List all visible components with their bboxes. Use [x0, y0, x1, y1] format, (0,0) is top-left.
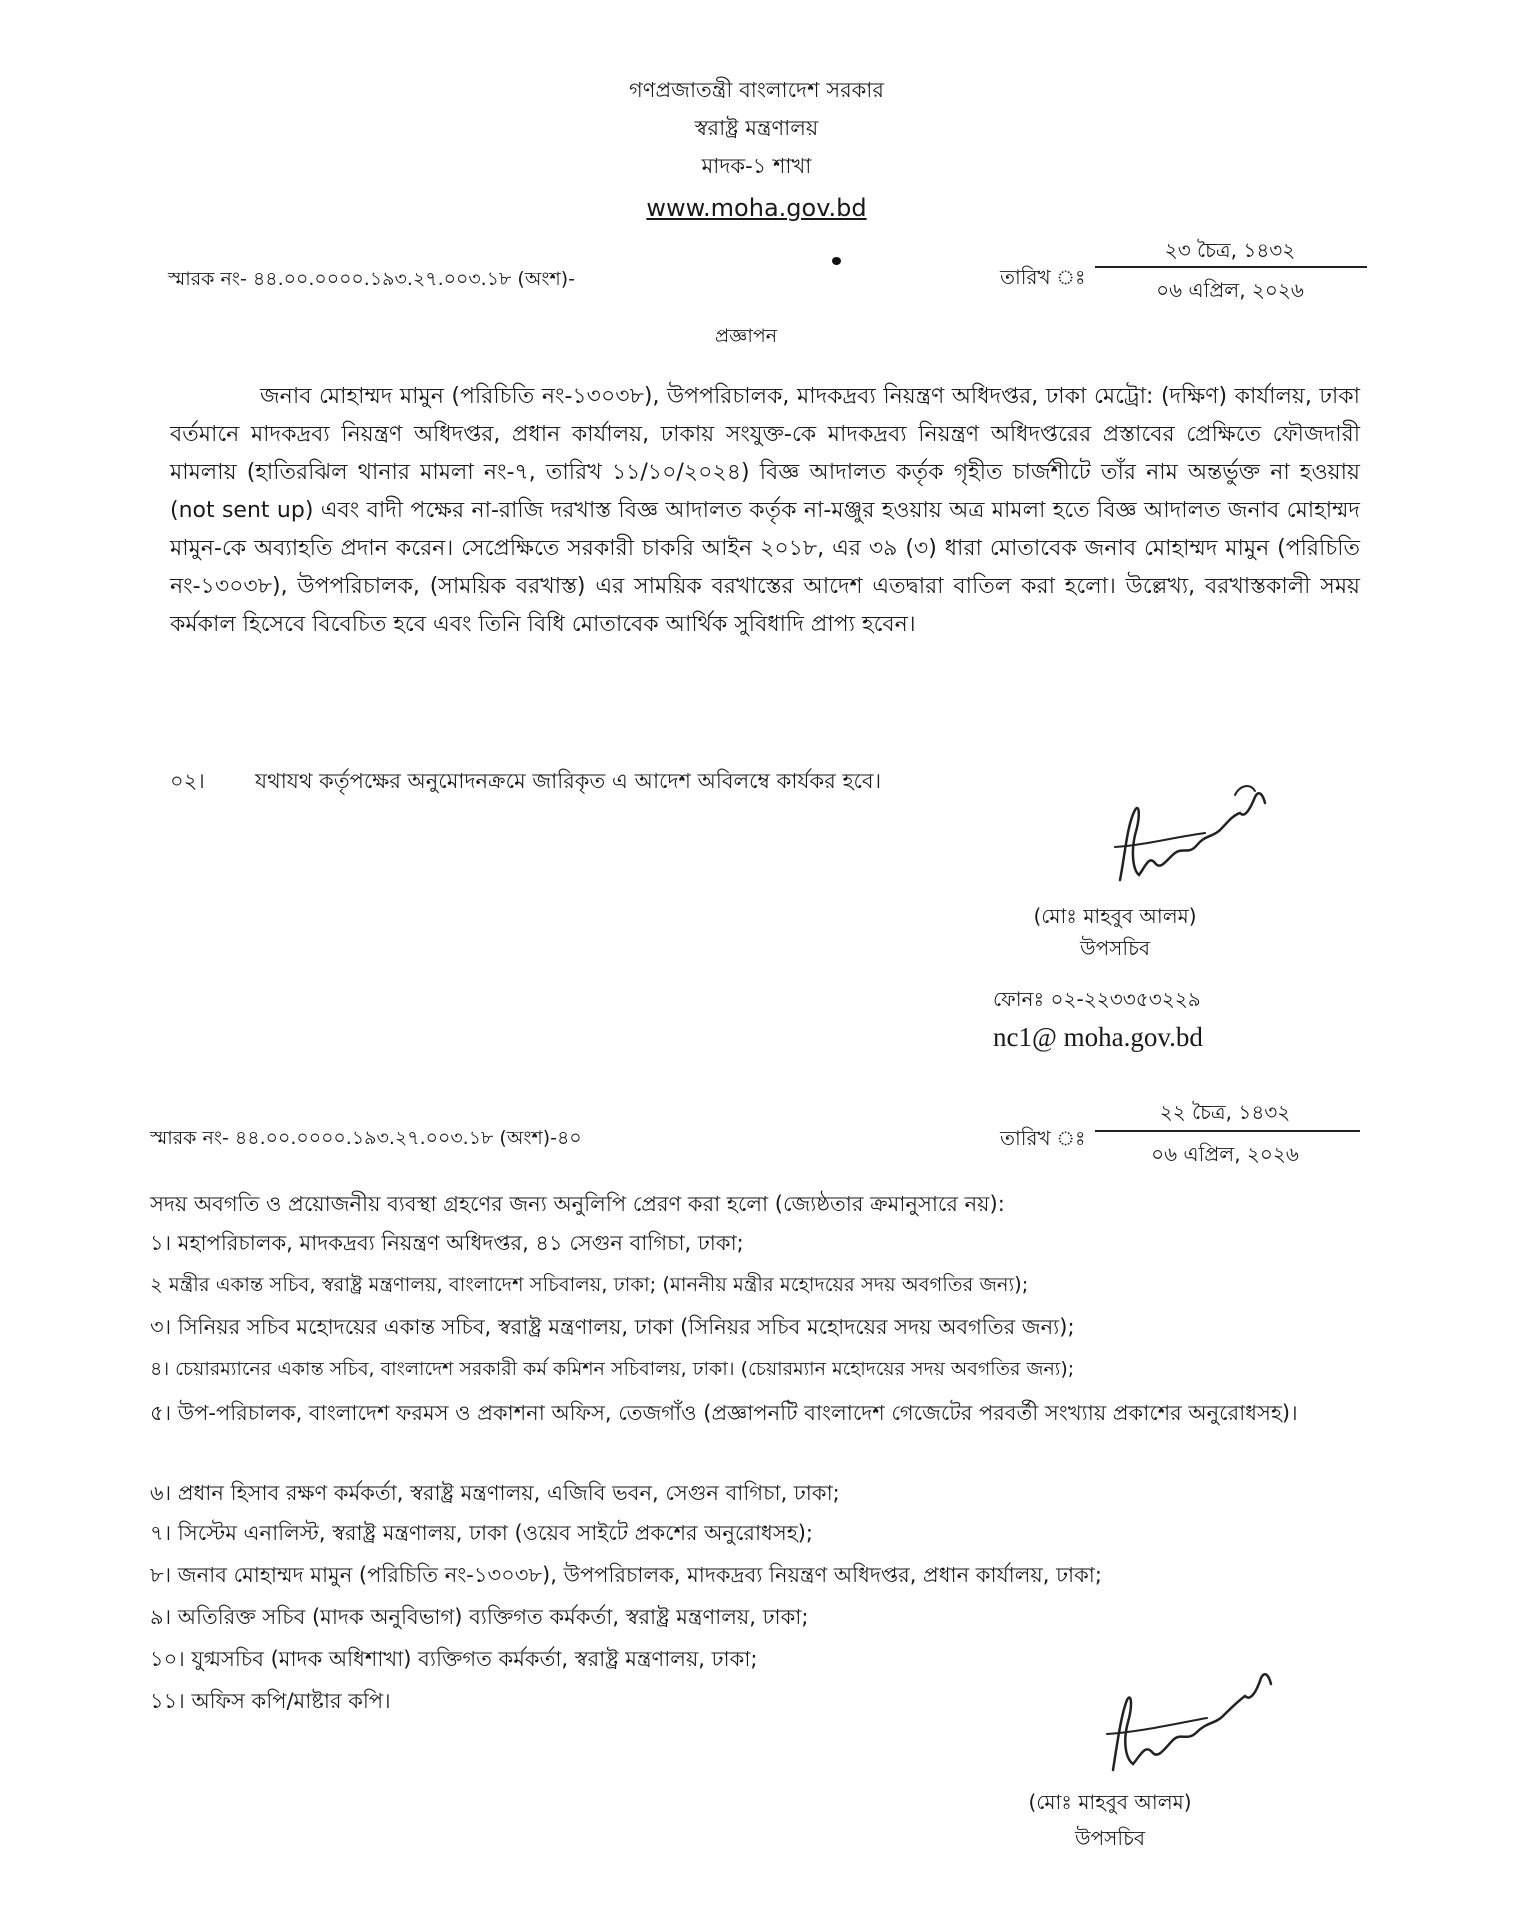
website-link[interactable]: www.moha.gov.bd	[646, 194, 867, 222]
header-section: মাদক-১ শাখা	[701, 154, 812, 178]
signatory-1-designation: উপসচিব	[1079, 936, 1150, 960]
paragraph-2-text: যথাযথ কর্তৃপক্ষের অনুমোদনক্রমে জারিকৃত এ আদেশ অবিলম্বে কার্যকর হবে।	[255, 769, 882, 793]
date-label: তারিখ ঃ	[1000, 265, 1086, 289]
signatory-1-email[interactable]: nc1@ moha.gov.bd	[993, 1022, 1203, 1052]
signature-2	[1095, 1660, 1275, 1780]
signatory-1-name: (মোঃ মাহবুব আলম)	[1033, 904, 1197, 928]
list-item: ৩। সিনিয়র সচিব মহোদয়ের একান্ত সচিব, স্বরাষ্ট্র মন্ত্রণালয়, ঢাকা (সিনিয়র সচিব মহোদয়ের সদয় অবগতির জন্য);	[150, 1315, 1075, 1339]
signatory-1-phone: ফোনঃ ০২-২২৩৩৫৩২২৯	[993, 987, 1201, 1011]
list-item: ১। মহাপরিচালক, মাদকদ্রব্য নিয়ন্ত্রণ অধিদপ্তর, ৪১ সেগুন বাগিচা, ঢাকা;	[150, 1231, 744, 1255]
list-item: ৮। জনাব মোহাম্মদ মামুন (পরিচিতি নং-১৩০৩৮), উপপরিচালক, মাদকদ্রব্য নিয়ন্ত্রণ অধিদপ্তর, প্রধান কার্যালয়, ঢাকা;	[150, 1563, 1102, 1587]
date-gregorian: ০৬ এপ্রিল, ২০২৬	[1156, 278, 1304, 302]
notification-heading: প্রজ্ঞাপন	[715, 325, 778, 347]
list-item: ৫। উপ-পরিচালক, বাংলাদেশ ফরমস ও প্রকাশনা অফিস, তেজগাঁও (প্রজ্ঞাপনটি বাংলাদেশ গেজেটের পরবর্তী সংখ্যায় প্রকাশের অনুরোধসহ)।	[150, 1401, 1298, 1425]
list-item: ৬। প্রধান হিসাব রক্ষণ কর্মকর্তা, স্বরাষ্ট্র মন্ত্রণালয়, এজিবি ভবন, সেগুন বাগিচা, ঢাকা;	[150, 1481, 840, 1505]
list-item: ৯। অতিরিক্ত সচিব (মাদক অনুবিভাগ) ব্যক্তিগত কর্মকর্তা, স্বরাষ্ট্র মন্ত্রণালয়, ঢাকা;	[150, 1605, 809, 1629]
list-item: ২ মন্ত্রীর একান্ত সচিব, স্বরাষ্ট্র মন্ত্রণালয়, বাংলাদেশ সচিবালয়, ঢাকা; (মাননীয় মন্ত্রীর মহোদয়ের সদয় অবগতির জন্য);	[150, 1273, 1029, 1296]
paragraph-number: ০২।	[170, 769, 205, 793]
date-bangla: ২৩ চৈত্র, ১৪৩২	[1164, 238, 1296, 262]
notification-body: জনাব মোহাম্মদ মামুন (পরিচিতি নং-১৩০৩৮), উপপরিচালক, মাদকদ্রব্য নিয়ন্ত্রণ অধিদপ্তর, ঢাকা মেট্রো: (দক্ষিণ) কার্যালয়, ঢাকা বর্তমানে মাদকদ্রব্য নিয়ন্ত্রণ অধিদপ্তর, প্রধান কার্যালয়, ঢাকায় সংযুক্ত-কে মাদকদ্রব্য নিয়ন্ত্রণ অধিদপ্তরের প্রস্তাবের প্রেক্ষিতে ফৌজদারী মামলায় (হাতিরঝিল থানার মামলা নং-৭, তারিখ ১১/১০/২০২৪) বিজ্ঞ আদালত কর্তৃক গৃহীত চার্জশীটে তাঁর নাম অন্তর্ভুক্ত না হওয়ায় (not sent up) এবং বাদী পক্ষের না-রাজি দরখাস্ত বিজ্ঞ আদালত কর্তৃক না-মঞ্জুর হওয়ায় অত্র মামলা হতে বিজ্ঞ আদালত জনাব মোহাম্মদ মামুন-কে অব্যাহতি প্রদান করেন। সেপ্রেক্ষিতে সরকারী চাকরি আইন ২০১৮, এর ৩৯ (৩) ধারা মোতাবেক জনাব মোহাম্মদ মামুন (পরিচিতি নং-১৩০৩৮), উপপরিচালক, (সাময়িক বরখাস্ত) এর সাময়িক বরখাস্তের আদেশ এতদ্বারা বাতিল করা হলো। উল্লেখ্য, বরখাস্তকালী সময় কর্মকাল হিসেবে বিবেচিত হবে এবং তিনি বিধি মোতাবেক আর্থিক সুবিধাদি প্রাপ্য হবেন।	[170, 384, 1360, 637]
list-item: ১০। যুগ্মসচিব (মাদক অধিশাখা) ব্যক্তিগত কর্মকর্তা, স্বরাষ্ট্র মন্ত্রণালয়, ঢাকা;	[150, 1647, 758, 1671]
date-2-gregorian: ০৬ এপ্রিল, ২০২৬	[1151, 1142, 1299, 1166]
date-2-divider	[1095, 1130, 1360, 1132]
stray-dot	[832, 257, 841, 265]
memo-2-number: স্মারক নং- ৪৪.০০.০০০০.১৯৩.২৭.০০৩.১৮ (অংশ)-৪০	[150, 1127, 582, 1149]
signatory-2-name: (মোঃ মাহবুব আলম)	[1028, 1790, 1192, 1814]
signatory-2-block	[990, 1786, 1230, 1854]
signatory-2-designation: উপসচিব	[1074, 1826, 1145, 1850]
memo-number: স্মারক নং- ৪৪.০০.০০০০.১৯৩.২৭.০০৩.১৮ (অংশ)-	[168, 268, 575, 290]
signature-1	[1105, 775, 1270, 890]
date-2-bangla: ২২ চৈত্র, ১৪৩২	[1159, 1100, 1291, 1124]
header-ministry: স্বরাষ্ট্র মন্ত্রণালয়	[694, 116, 819, 140]
list-item: ৪। চেয়ারম্যানের একান্ত সচিব, বাংলাদেশ সরকারী কর্ম কমিশন সচিবালয়, ঢাকা। (চেয়ারম্যান মহোদয়ের সদয় অবগতির জন্য);	[150, 1358, 1075, 1380]
date-2-label: তারিখ ঃ	[1000, 1126, 1086, 1150]
header-government: গণপ্রজাতন্ত্রী বাংলাদেশ সরকার	[629, 78, 884, 102]
header-website-row	[0, 194, 1513, 223]
list-item: ৭। সিস্টেম এনালিস্ট, স্বরাষ্ট্র মন্ত্রণালয়, ঢাকা (ওয়েব সাইটে প্রকশের অনুরোধসহ);	[150, 1521, 813, 1545]
list-item: ১১। অফিস কপি/মাষ্টার কপি।	[150, 1689, 391, 1713]
distribution-intro: সদয় অবগতি ও প্রয়োজনীয় ব্যবস্থা গ্রহণের জন্য অনুলিপি প্রেরণ করা হলো (জ্যেষ্ঠতার ক্রমানুসারে নয়):	[150, 1192, 1005, 1216]
signatory-1-block	[1000, 900, 1230, 964]
date-divider	[1095, 266, 1367, 268]
